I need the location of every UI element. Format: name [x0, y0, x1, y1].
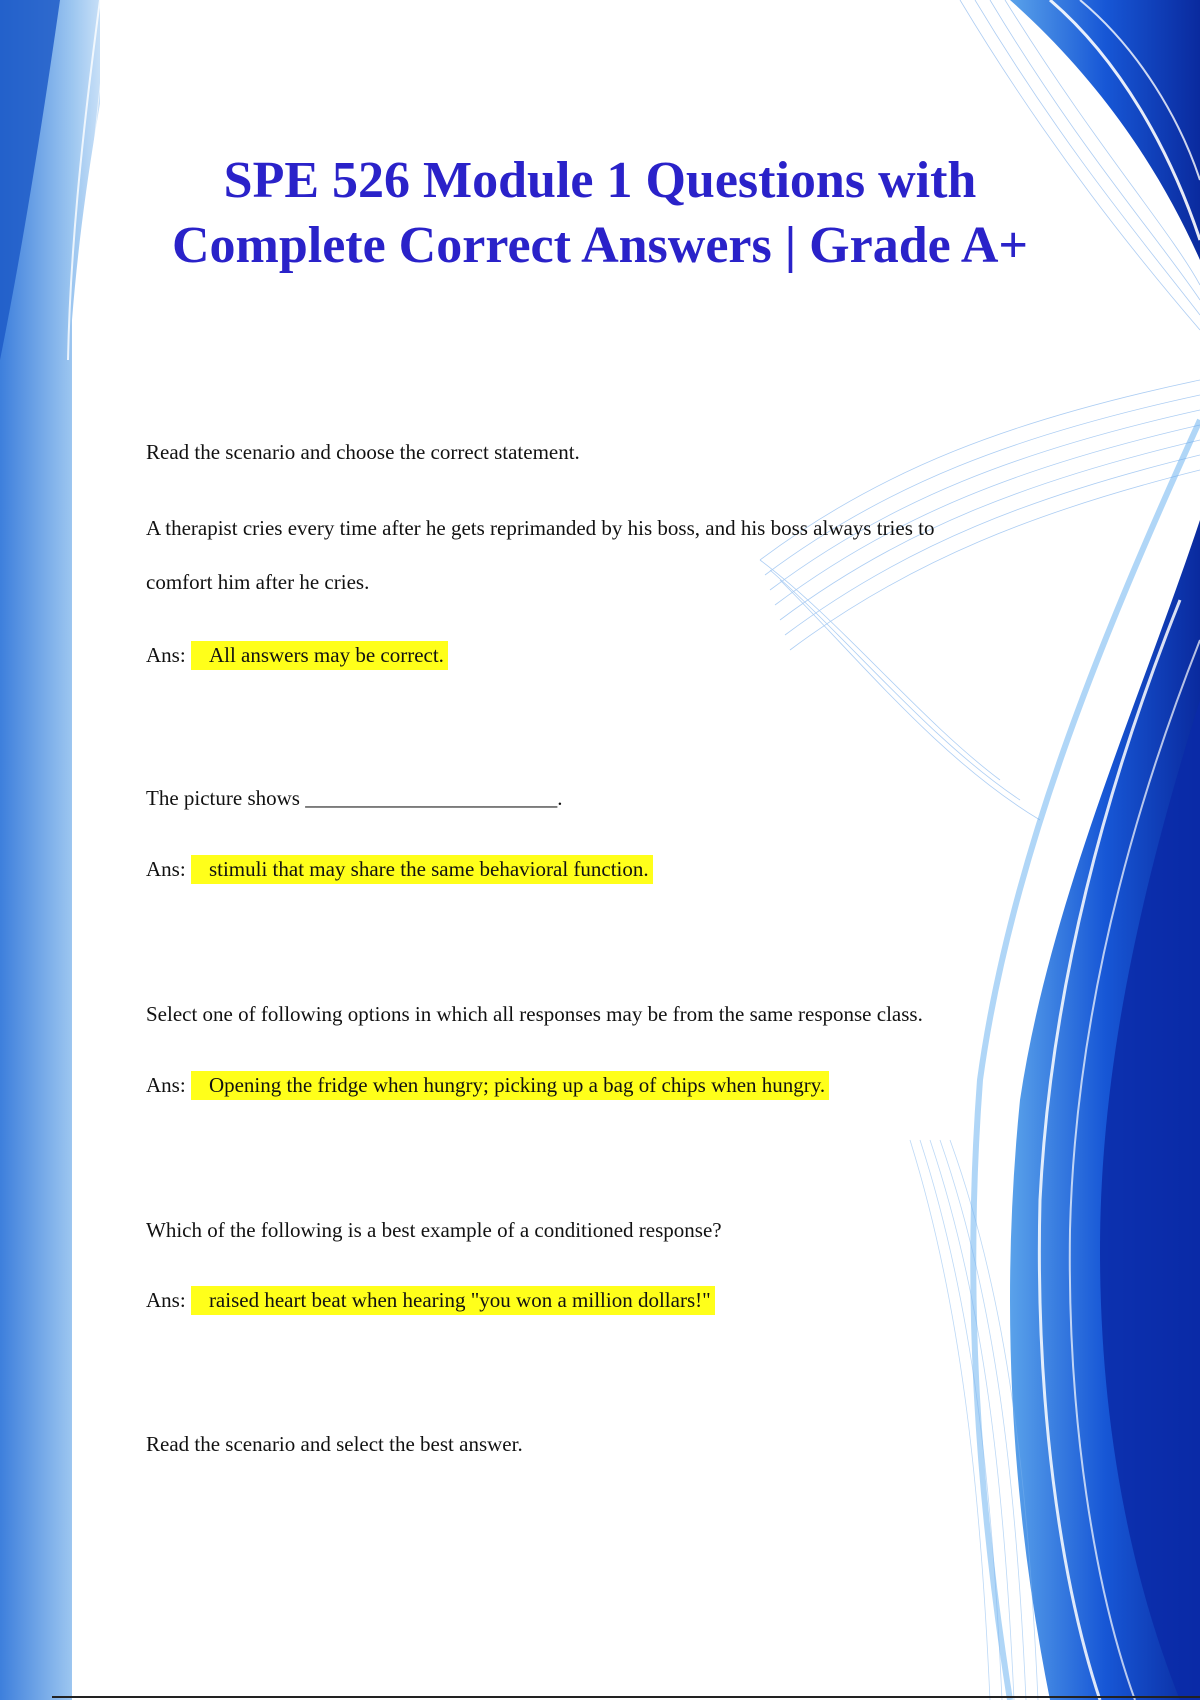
question-2-prompt-line-1: A therapist cries every time after he gets reprimanded by his boss, and his boss always tries to	[146, 516, 935, 540]
question-4-answer-row	[146, 1073, 829, 1098]
question-2-prompt-line-2: comfort him after he cries.	[146, 570, 370, 594]
answer-label: Ans:	[146, 1288, 186, 1312]
question-6-prompt: Read the scenario and select the best answer.	[146, 1432, 523, 1456]
answer-label: Ans:	[146, 643, 186, 667]
question-2-answer-row	[146, 643, 448, 668]
question-4-prompt: Select one of following options in which all responses may be from the same response class.	[146, 1002, 923, 1026]
highlighted-answer: All answers may be correct.	[191, 641, 448, 670]
question-5-answer-row	[146, 1288, 715, 1313]
question-1-prompt: Read the scenario and choose the correct statement.	[146, 440, 580, 464]
document-title: SPE 526 Module 1 Questions with Complete Correct Answers | Grade A+	[171, 152, 1029, 274]
question-3-prompt: The picture shows ________________________.	[146, 786, 563, 810]
highlighted-answer: raised heart beat when hearing "you won a million dollars!"	[191, 1286, 715, 1315]
question-3-answer-row	[146, 857, 653, 882]
highlighted-answer: Opening the fridge when hungry; picking up a bag of chips when hungry.	[191, 1071, 829, 1100]
highlighted-answer: stimuli that may share the same behavioral function.	[191, 855, 653, 884]
answer-label: Ans:	[146, 857, 186, 881]
question-5-prompt: Which of the following is a best example of a conditioned response?	[146, 1218, 722, 1242]
answer-label: Ans:	[146, 1073, 186, 1097]
